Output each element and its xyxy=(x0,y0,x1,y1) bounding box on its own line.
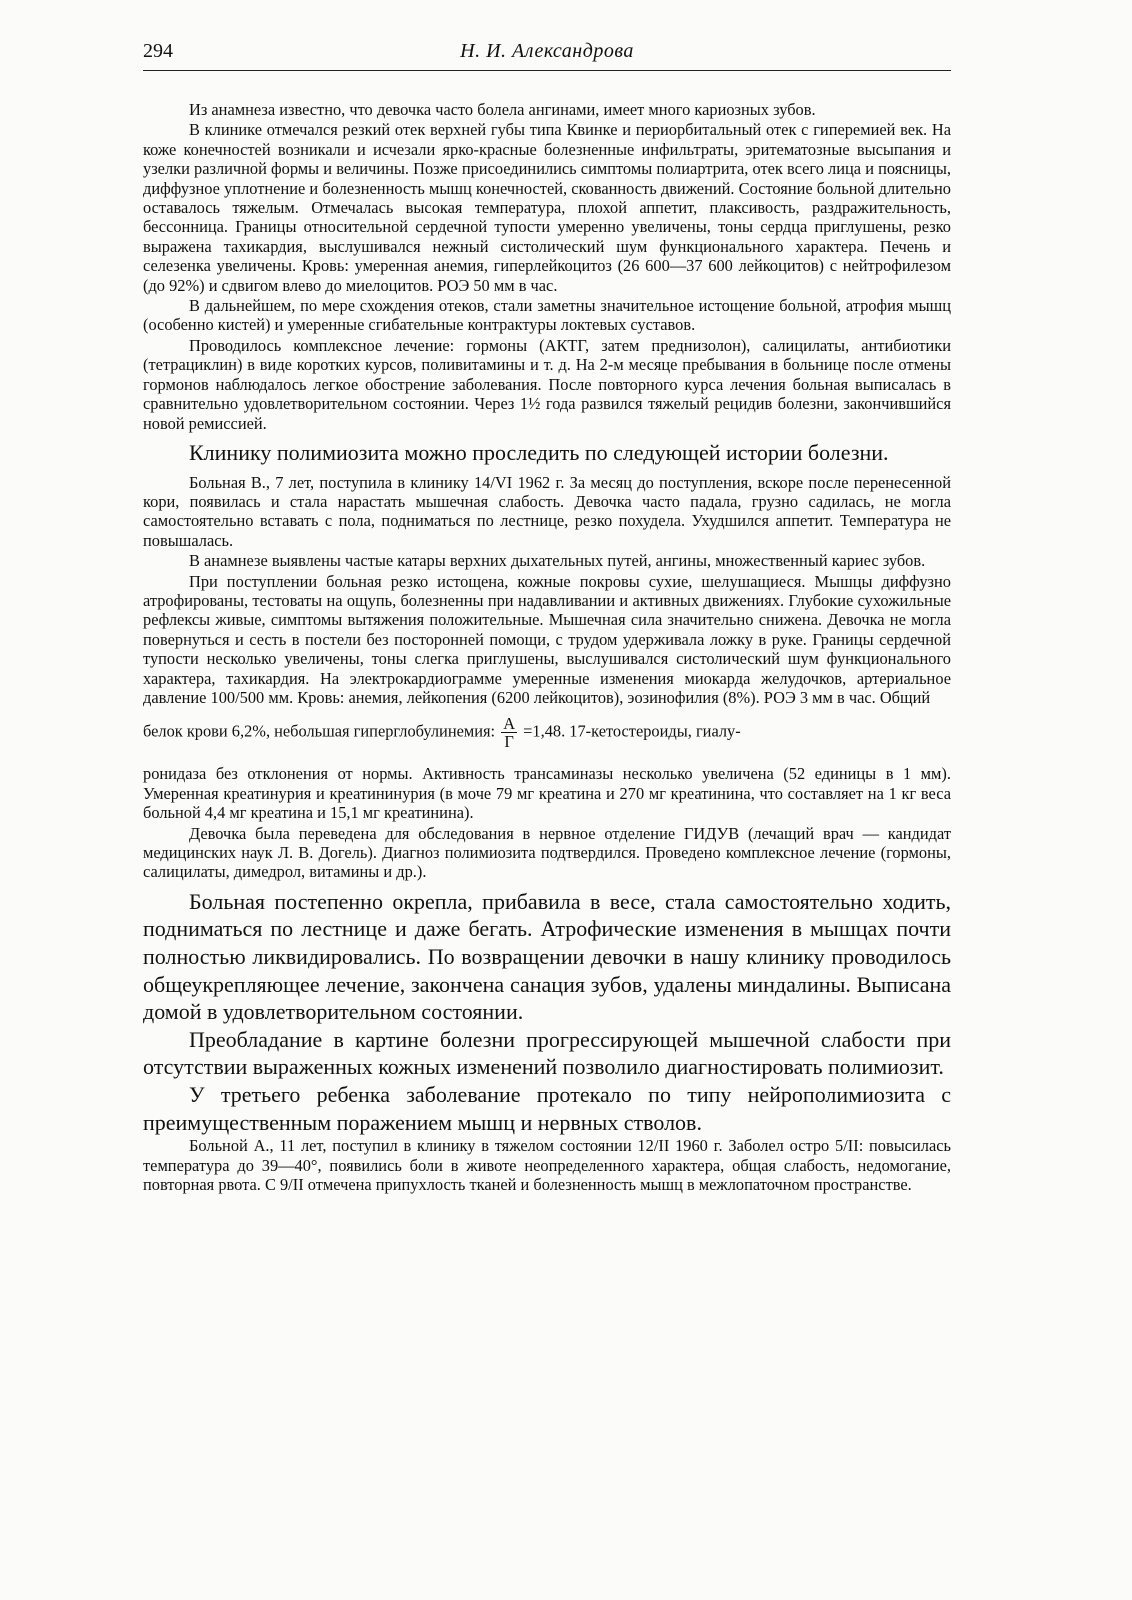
paragraph-case-b-transfer: Девочка была переведена для обследования в нервное отделение ГИДУВ (лечащий врач — кандидат медицинских наук Л. В. Догель). Диагноз полимиозита подтвердился. Проведено комплексное лечение (гормоны, салицилаты, димедрол, витамины и др.). xyxy=(143,823,951,882)
fraction-numerator: А xyxy=(503,714,516,734)
page-number: 294 xyxy=(143,40,173,62)
running-head: Н. И. Александрова xyxy=(460,40,634,62)
paragraph-case-b: Больная В., 7 лет, поступила в клинику 14/VI 1962 г. За месяц до поступления, вскоре после перенесенной кори, появилась и стала нарастать мышечная слабость. Девочка часто падала, грузно садилась, не могла самостоятельно вставать с пола, подниматься по лестнице, резко похудела. Ухудшился аппетит. Температура не повышалась. xyxy=(143,472,951,550)
paragraph-case-a: Больной А., 11 лет, поступил в клинику в тяжелом состоянии 12/II 1960 г. Заболел остро 5/II: повысилась температура до 39—40°, появились боли в животе неопределенного характера, общая слабость, недомогание, повторная рвота. С 9/II отмечена припухлость тканей и болезненность мышц в межлопаточном пространстве. xyxy=(143,1136,951,1194)
paragraph-third-child: У третьего ребенка заболевание протекало по типу нейрополимиозита с преимущественным поражением мышц и нервных стволов. xyxy=(143,1081,951,1135)
paragraph-later-course: В дальнейшем, по мере схождения отеков, стали заметны значительное истощение больной, атрофия мышц (особенно кистей) и умеренные сгибательные контрактуры локтевых суставов. xyxy=(143,296,951,335)
page-content xyxy=(143,100,951,1194)
paragraph-case-b-labs: ронидаза без отклонения от нормы. Активность трансаминазы несколько увеличена (52 единицы в 1 мм). Умеренная креатинурия и креатининурия (в моче 79 мг креатина и 270 мг креатинина, что составляет на 1 кг веса больной 4,4 мг креатина и 15,1 мг креатинина). xyxy=(143,764,951,823)
paragraph-polymyositis-intro: Клинику полимиозита можно проследить по следующей истории болезни. xyxy=(189,439,889,465)
paragraph-diagnosis: Преобладание в картине болезни прогрессирующей мышечной слабости при отсутствии выраженных кожных изменений позволило диагностировать полимиозит. xyxy=(143,1026,951,1080)
albumin-globulin-fraction xyxy=(501,715,517,750)
formula-text-before: белок крови 6,2%, небольшая гиперглобулинемия: xyxy=(143,721,496,741)
formula-line xyxy=(143,715,951,750)
paragraph-case-b-anamnesis: В анамнезе выявлены частые катары верхних дыхательных путей, ангины, множественный кариес зубов. xyxy=(189,551,926,571)
paragraph-clinic: В клинике отмечался резкий отек верхней губы типа Квинке и периорбитальный отек с гиперемией век. На коже конечностей возникали и исчезали ярко-красные болезненные инфильтраты, эритематозные высыпания и узелки различной формы и величины. Позже присоединились симптомы полиартрита, отек всего лица и поясницы, диффузное уплотнение и болезненность мышц конечностей, скованность движений. Состояние больной длительно оставалось тяжелым. Отмечалась высокая температура, плохой аппетит, плаксивость, раздражительность, бессонница. Границы относительной сердечной тупости умеренно увеличены, тоны сердца приглушены, резко выражена тахикардия, выслушивался нежный систолический шум функционального характера. Печень и селезенка увеличены. Кровь: умеренная анемия, гиперлейкоцитоз (26 600—37 600 лейкоцитов) с нейтрофилезом (до 92%) и сдвигом влево до миелоцитов. РОЭ 50 мм в час. xyxy=(143,120,951,295)
fraction-denominator: Г xyxy=(504,732,514,752)
paragraph-case-b-outcome: Больная постепенно окрепла, прибавила в весе, стала самостоятельно ходить, подниматься по лестнице и даже бегать. Атрофические изменения в мышцах почти полностью ликвидировались. По возвращении девочки в нашу клинику проводилось общеукрепляющее лечение, закончена санация зубов, удалены миндалины. Выписана домой в удовлетворительном состоянии. xyxy=(143,888,951,1025)
paragraph-anamnesis: Из анамнеза известно, что девочка часто болела ангинами, имеет много кариозных зубов. xyxy=(189,100,816,119)
paragraph-treatment: Проводилось комплексное лечение: гормоны (АКТГ, затем преднизолон), салицилаты, антибиотики (тетрациклин) в виде коротких курсов, поливитамины и т. д. На 2-м месяце пребывания в больнице после отмены гормонов наблюдалось легкое обострение заболевания. После повторного курса лечения больная выписалась в сравнительно удовлетворительном состоянии. Через 1½ года развился тяжелый рецидив болезни, закончившийся новой ремиссией. xyxy=(143,335,951,433)
formula-text-after: =1,48. 17-кетостероиды, гиалу- xyxy=(523,721,741,741)
page-header xyxy=(143,40,951,71)
paragraph-case-b-admission: При поступлении больная резко истощена, кожные покровы сухие, шелушащиеся. Мышцы диффузно атрофированы, тестоваты на ощупь, болезненны при надавливании и активных движениях. Глубокие сухожильные рефлексы живые, симптомы вытяжения положительные. Мышечная сила значительно снижена. Девочка не могла повернуться и сесть в постели без посторонней помощи, с трудом удерживала ложку в руке. Границы сердечной тупости несколько увеличены, тоны слегка приглушены, выслушивался систолический шум функционального характера, тахикардия. На электрокардиограмме умеренные изменения миокарда желудочков, артериальное давление 100/500 мм. Кровь: анемия, лейкопения (6200 лейкоцитов), эозинофилия (8%). РОЭ 3 мм в час. Общий xyxy=(143,571,951,707)
